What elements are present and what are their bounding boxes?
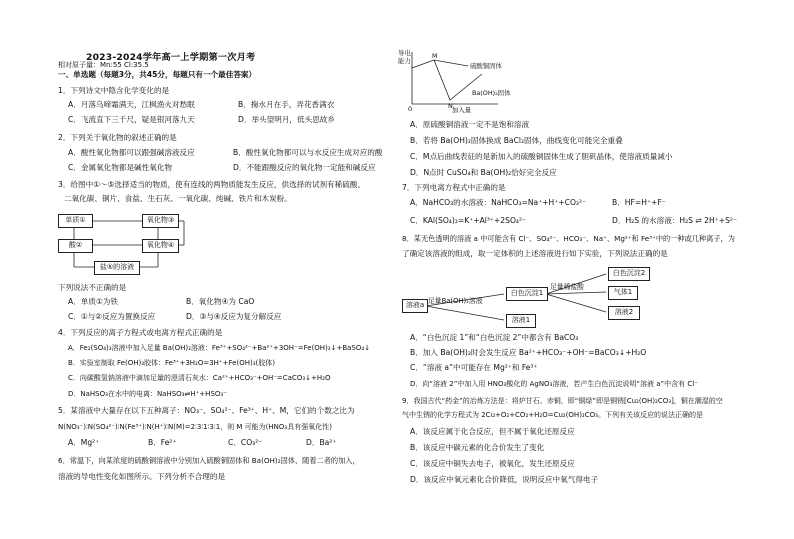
q8-box-solution-2: 溶液2 [608,306,640,320]
q4-option-a[interactable]: A．Fe₂(SO₄)₃溶液中加入足量 Ba(OH)₂溶液：Fe³⁺+SO₄²⁻+Ba²⁺+3OH⁻=Fe(OH)₃↓+BaSO₄↓ [68,344,371,352]
q6-graph [398,48,522,114]
q2-stem: 2．下列关于氧化物的叙述正确的是 [58,133,177,142]
q1-option-a[interactable]: A．月落乌啼霜满天，江枫渔火对愁眠 [68,100,195,109]
q4-option-b[interactable]: B．实验室制取 Fe(OH)₃胶体：Fe³⁺+3H₂O=3H⁺+Fe(OH)₃(胶体) [68,359,275,367]
q8-flowchart [402,262,652,328]
q2-option-d[interactable]: D．不能跟酸反应的氧化物一定能和碱反应 [233,163,376,172]
q6-origin: 0 [408,105,413,113]
q4-option-c[interactable]: C．向碳酸氢钠溶液中滴加足量的澄清石灰水：Ca²⁺+HCO₃⁻+OH⁻=CaCO₃↓+H₂O [68,374,331,382]
q5-option-d[interactable]: D．Ba²⁺ [306,438,337,447]
q6-ylabel-1: 导电 [398,49,411,57]
q6-point-n: N [448,102,453,110]
q7-option-c[interactable]: C．KAl(SO₄)₂=K⁺+Al³⁺+2SO₄²⁻ [410,216,527,225]
q8-option-c[interactable]: C．“溶液 a”中可能存在 Mg²⁺和 Fe³⁺ [410,363,538,372]
q8-option-a[interactable]: A．“白色沉淀 1”和“白色沉淀 2”中都含有 BaCO₃ [410,333,579,342]
q5-stem: 5．某溶液中大量存在以下五种离子：NO₃⁻、SO₄²⁻、Fe³⁺、H⁺、M，它们的个数之比为 [58,406,355,415]
q3-stem-cont: 二氧化碳、铜片、食盐、生石灰、一氧化碳、纯碱、铁片和木炭粉。 [64,194,292,203]
q9-option-b[interactable]: B．该反应中碳元素的化合价发生了变化 [410,443,545,452]
q2-option-b[interactable]: B．酸性氧化物都可以与水反应生成对应的酸 [233,148,383,157]
q6-point-m: M [432,52,438,60]
q3-box-acid: 酸② [58,239,93,253]
q1-option-b[interactable]: B．掬水月在手，弄花香满衣 [238,100,335,109]
q8-box-white-ppt-2: 白色沉淀2 [608,267,650,281]
q5-option-b[interactable]: B．Fe²⁺ [148,438,177,447]
q4-option-d[interactable]: D．NaHSO₃在水中的电离：NaHSO₃⇌H⁺+HSO₃⁻ [68,390,227,398]
q9-stem: 9．我国古代“药金”的冶炼方法是：将炉甘石、赤铜，即“铜绿”即是铜锈[Cu₂(OH)₂CO₃]，铜在潮湿的空 [402,397,723,405]
q6-ylabel-2: 能力 [398,57,411,65]
q3-ask: 下列说法不正确的是 [58,283,127,292]
q2-option-c[interactable]: C．金属氧化物都是碱性氧化物 [68,163,173,172]
q6-curve-copper-sulfate: 硫酸铜固体 [470,62,502,70]
q7-option-a[interactable]: A．NaHCO₃的水溶液：NaHCO₃=Na⁺+H⁺+CO₃²⁻ [410,198,587,207]
q9-option-a[interactable]: A．该反应属于化合反应，但不属于氧化还原反应 [410,427,575,436]
atomic-mass-note: 相对原子量：Mn:55 Cl:35.5 [58,61,149,69]
q3-option-a[interactable]: A．单质①为铁 [68,297,118,306]
q5-option-a[interactable]: A．Mg²⁺ [68,438,100,447]
q3-box-element: 单质① [58,214,93,228]
q6-option-b[interactable]: B．若将 Ba(OH)₂固体换成 BaCl₂固体，曲线变化可能完全重叠 [410,136,623,145]
q9-option-d[interactable]: D．该反应中氧元素化合价降低，说明反应中氧气得电子 [410,475,599,484]
q3-option-d[interactable]: D．③与④反应为复分解反应 [186,312,282,321]
q6-option-d[interactable]: D．N点时 CuSO₄和 Ba(OH)₂恰好完全反应 [410,168,557,177]
q1-option-d[interactable]: D．举头望明月，低头思故乡 [238,115,335,124]
q3-box-oxide3: 氧化物③ [142,214,179,228]
q3-option-b[interactable]: B．氧化物④为 CaO [186,297,255,306]
q1-option-c[interactable]: C．飞流直下三千尺，疑是银河落九天 [68,115,195,124]
q8-option-d[interactable]: D．向“溶液 2”中加入用 HNO₃酸化的 AgNO₃溶液，若产生白色沉淀说明“溶液 a”中含有 Cl⁻ [410,380,698,388]
q8-box-gas-1: 气体1 [608,286,638,300]
q6-xlabel: 加入量 [452,106,472,114]
q9-option-c[interactable]: C．该反应中铜失去电子，被氧化，发生还原反应 [410,459,575,468]
q3-box-salt: 盐⑤的溶液 [94,261,140,275]
q8-reagent-hcl: 足量稀盐酸 [550,283,584,291]
q8-option-b[interactable]: B．加入 Ba(OH)₂时会发生反应 Ba²⁺+HCO₃⁻+OH⁻=BaCO₃↓+H₂O [410,348,647,357]
q7-option-b[interactable]: B．HF=H⁺+F⁻ [612,198,666,207]
q1-stem: 1．下列诗文中隐含化学变化的是 [58,86,170,95]
q3-stem: 3．给图中①～⑤选择适当的物质，使有连线的两物质能发生反应，供选择的试剂有稀硫酸、 [58,180,366,189]
q8-box-solution-a: 溶液a [402,299,428,313]
q6-stem-cont: 溶液的导电性变化如图所示。下列分析不合理的是 [58,472,226,481]
q8-reagent-barium: 足量Ba(OH)₂溶液 [428,297,483,305]
q6-option-a[interactable]: A．原硫酸铜溶液一定不是饱和溶液 [410,120,530,129]
q8-stem-cont: 了确定该溶液的组成，取一定体积的上述溶液进行如下实验，下列说法正确的是 [402,249,668,258]
q9-stem-cont: 气中生锈的化学方程式为 2Cu+O₂+CO₂+H₂O=Cu₂(OH)₂CO₃。下列有关该反应的说法正确的是 [402,411,703,419]
q5-option-c[interactable]: C．CO₃²⁻ [228,438,263,447]
q6-option-c[interactable]: C．M点后曲线表征的是新加入的硫酸铜固体生成了胆矾晶体，使溶液质量减小 [410,152,673,161]
q6-curve-barium-hydroxide: Ba(OH)₂固体 [472,89,511,97]
section-heading: 一、单选题（每题3分，共45分，每题只有一个最佳答案） [58,70,257,79]
q7-stem: 7．下列电离方程式中正确的是 [402,183,506,192]
q3-box-oxide4: 氧化物④ [142,239,179,253]
q2-option-a[interactable]: A．酸性氧化物都可以跟强碱溶液反应 [68,148,195,157]
q3-option-c[interactable]: C．①与②反应为置换反应 [68,312,156,321]
q8-box-solution-1: 溶液1 [506,314,536,328]
q7-option-d[interactable]: D．H₂S 的水溶液：H₂S ⇌ 2H⁺+S²⁻ [612,216,737,225]
exam-title: 2023-2024学年高一上学期第一次月考 [86,52,256,63]
q8-box-white-ppt-1: 白色沉淀1 [506,287,548,301]
q8-stem: 8．某无色透明的溶液 a 中可能含有 Cl⁻、SO₄²⁻、HCO₃⁻、Na⁺、Mg²⁺和 Fe³⁺中的一种或几种离子，为 [402,234,735,243]
q4-stem: 4．下列反应的离子方程式或电离方程式正确的是 [58,328,223,337]
q3-diagram [58,211,188,277]
q6-stem: 6．常温下，向某浓度的硫酸铜溶液中分别加入硫酸铜固体和 Ba(OH)₂固体，随着二者的加入， [58,456,360,465]
q5-stem-cont: N(NO₃⁻)∶N(SO₄²⁻)∶N(Fe³⁺)∶N(H⁺)∶N(M)=2∶3∶1∶3∶1，则 M 可能为(HNO₃具有强氧化性) [58,423,332,431]
